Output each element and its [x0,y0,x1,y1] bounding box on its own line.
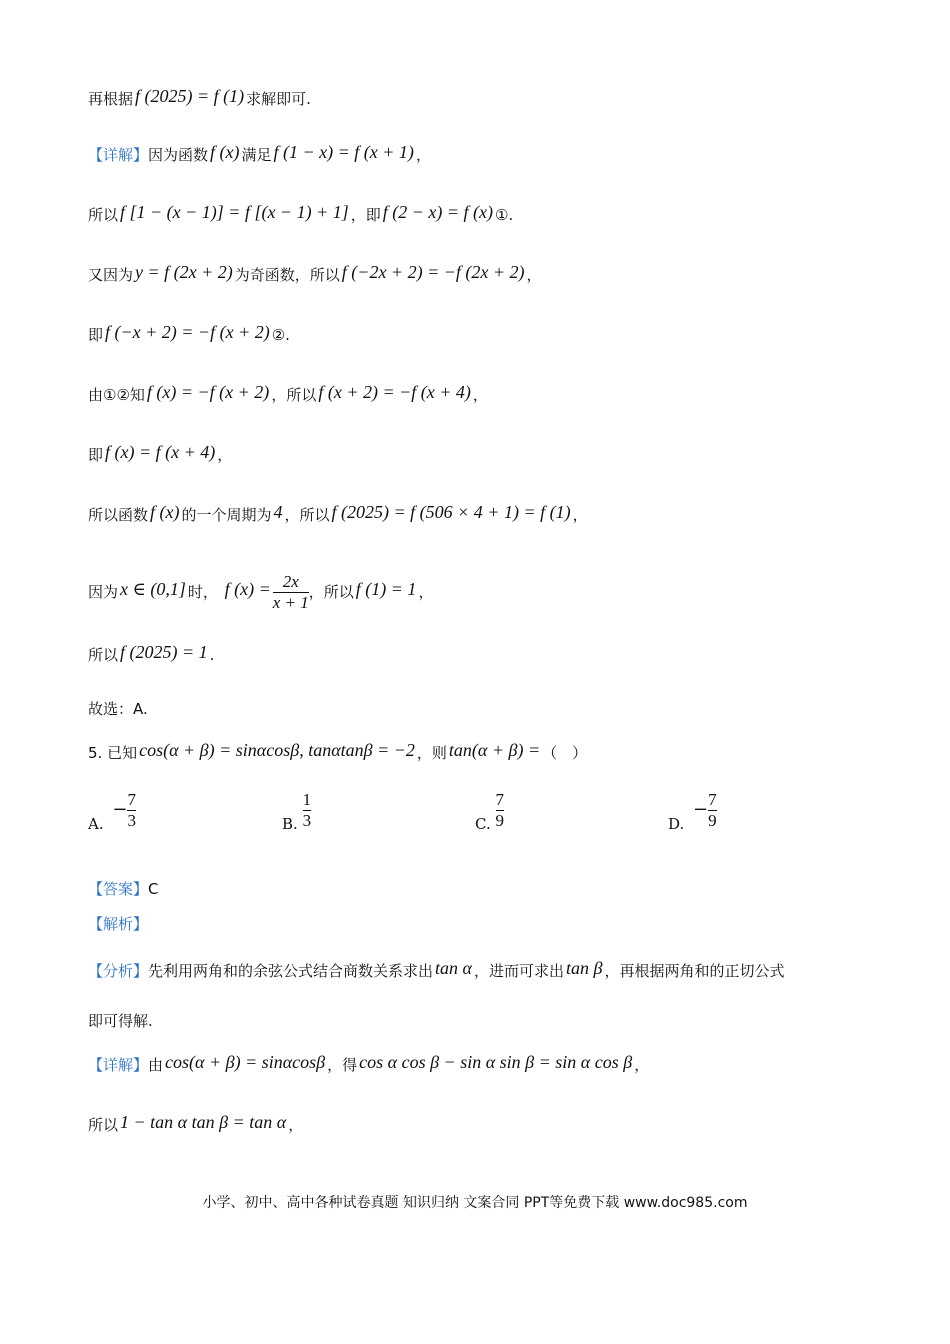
option-sign: − [112,798,128,820]
text: ②. [271,326,290,344]
section-tag: 【分析】 [88,962,149,980]
numerator: 7 [495,790,504,809]
fraction [273,572,309,614]
text: （ ） [542,744,588,762]
denominator: 9 [495,811,504,831]
text: ， [572,506,588,524]
math: f (x) = f (x + 4) [105,442,216,462]
math: f (1 − x) = f (x + 1) [273,142,414,162]
line-l12 [88,740,587,763]
line-l7 [88,442,232,465]
text: 所以 [88,1116,119,1134]
math: tan β [566,958,603,978]
text: 再根据 [88,90,134,108]
line-l17 [88,1052,649,1075]
text: . [209,646,215,664]
option-a[interactable] [88,790,136,833]
option-fraction [496,790,505,832]
line-l18 [88,1112,303,1135]
text: 因为 [88,582,119,601]
math: f (x + 2) = −f (x + 4) [318,382,471,402]
option-b[interactable] [282,790,311,833]
text: 所以 [88,646,119,664]
math: f (x) = −f (x + 2) [146,382,270,402]
line-l14 [88,913,148,934]
text: ①. [495,206,514,224]
denominator: 3 [127,811,136,831]
text: ，则 [416,744,447,762]
line-l15 [88,958,784,981]
math: f (2 − x) = f (x) [382,202,493,222]
denominator: x + 1 [272,593,309,613]
text: 求解即可. [246,90,311,108]
math: f (2025) = 1 [120,642,208,662]
line-l5 [88,322,290,345]
text: 先利用两角和的余弦公式结合商数关系求出 [148,962,434,980]
text: ， [418,582,434,601]
math: f (−2x + 2) = −f (2x + 2) [341,262,525,282]
line-l8 [88,502,588,525]
text: ，得 [327,1056,358,1074]
line-l1 [88,86,311,109]
line-l2 [88,142,431,165]
line-l3 [88,202,513,225]
math: y = f (2x + 2) [135,262,233,282]
section-tag: 【详解】 [88,146,149,164]
text: ，即 [350,206,381,224]
option-fraction [127,790,136,832]
text: 所以 [88,206,119,224]
text: 为奇函数，所以 [234,266,340,284]
option-d[interactable] [668,790,717,833]
line-l6 [88,382,488,405]
text: ，所以 [271,386,317,404]
text: ，再根据两角和的正切公式 [604,962,785,980]
math: f (1) = 1 [355,578,417,599]
text: ， [415,146,431,164]
text: ， [526,266,542,284]
math: cos α cos β − sin α sin β = sin α cos β [359,1052,633,1072]
option-label: B. [282,814,298,833]
text: 的一个周期为 [181,506,272,524]
text: 所以函数 [88,506,149,524]
text: 即可得解. [88,1012,153,1030]
text: ， [634,1056,650,1074]
math: x ∈ (0,1] [120,578,186,599]
math: tan α [435,958,472,978]
text: 因为函数 [148,146,209,164]
text: 故选：A. [88,700,148,718]
section-tag: 【答案】 [88,880,149,898]
line-l10 [88,642,214,665]
option-label: A. [88,814,104,833]
option-label: D. [668,814,685,833]
math: f (x) [210,142,240,162]
text: ，所以 [308,582,354,601]
math: f (−x + 2) = −f (x + 2) [105,322,270,342]
math: f (2025) = f (506 × 4 + 1) = f (1) [331,502,571,522]
option-fraction [303,790,312,832]
option-sign: − [693,798,709,820]
option-fraction [708,790,717,832]
text: 时， [187,582,218,601]
text: ， [217,446,233,464]
line-l13 [88,878,159,899]
text: ， [288,1116,304,1134]
math: cos(α + β) = sinαcosβ, tanαtanβ = −2 [139,740,415,760]
text: 由①②知 [88,386,145,404]
numerator: 1 [302,790,312,809]
text: 即 [88,446,104,464]
denominator: 3 [302,811,312,831]
text: 5. 已知 [88,744,138,762]
math: tan(α + β) = [448,740,541,760]
line-l4 [88,262,542,285]
text: ，所以 [284,506,330,524]
option-label: C. [475,814,491,833]
numerator: 7 [708,790,717,809]
text: 满足 [241,146,272,164]
text: 由 [148,1056,164,1074]
section-tag: 【详解】 [88,1056,149,1074]
section-tag: 【解析】 [88,915,149,933]
text: 即 [88,326,104,344]
numerator: 7 [127,790,136,809]
math: 4 [273,502,283,522]
math: f [1 − (x − 1)] = f [(x − 1) + 1] [120,202,349,222]
math: f (x) [150,502,180,522]
text: C [148,880,159,898]
text: ，进而可求出 [473,962,564,980]
line-9 [88,572,433,614]
math: 1 − tan α tan β = tan α [120,1112,287,1132]
denominator: 9 [708,811,717,831]
math: f (x) = [224,578,271,599]
option-c[interactable] [475,790,504,833]
numerator: 2x [282,572,299,591]
line-l16 [88,1010,153,1031]
text: ， [472,386,488,404]
line-l11 [88,698,148,719]
math: f (2025) = f (1) [135,86,245,106]
page-footer: 小学、初中、高中各种试卷真题 知识归纳 文案合同 PPT等免费下载 www.doc985.com [202,1195,748,1211]
math: cos(α + β) = sinαcosβ [165,1052,326,1072]
text: 又因为 [88,266,134,284]
